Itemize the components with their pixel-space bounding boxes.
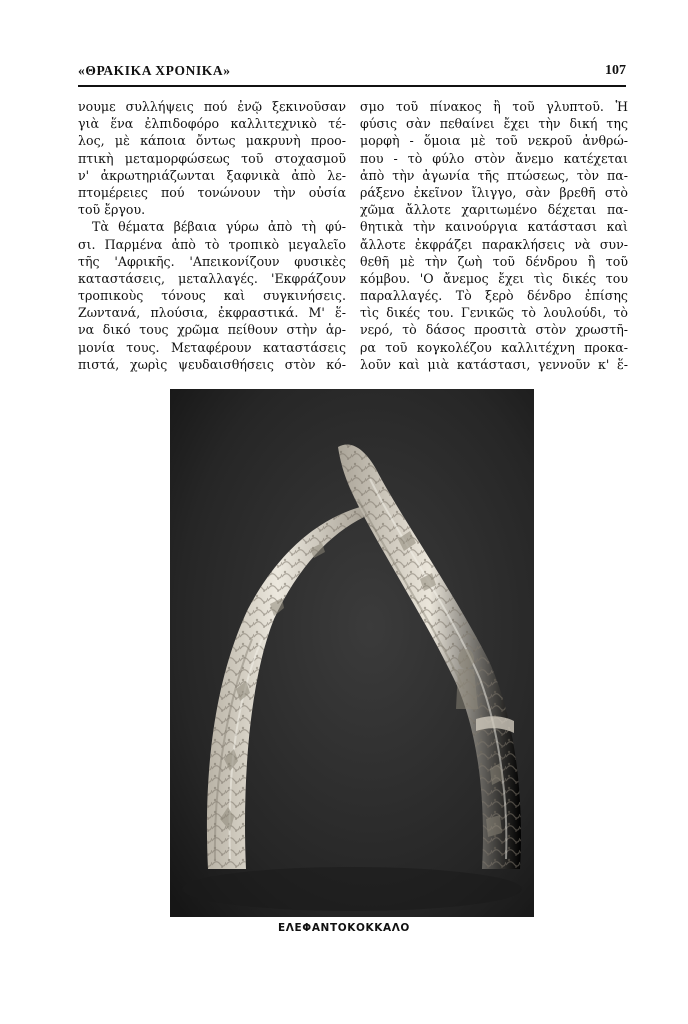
text-line: γιὰ ἕνα ἐλπιδοφόρο καλλιτεχνικὸ τέ-: [78, 116, 346, 132]
text-line: μορφὴ - ὅμοια μὲ τοῦ νεκροῦ ἀνθρώ-: [360, 133, 628, 149]
text-line: ν' ἀκρωτηριάζωνται ξαφνικὰ ἀπὸ λε-: [78, 167, 346, 183]
ivory-tusks-photo: [170, 389, 534, 917]
text-line: φύσις σὰν πεθαίνει ἔχει τὴν δική της: [360, 116, 628, 132]
text-line: τοῦ ἔργου.: [78, 202, 146, 218]
text-line: κόμβου. 'Ο ἄνεμος ἔχει τὶς δικές του: [360, 270, 628, 286]
text-line: σμο τοῦ πίνακος ἢ τοῦ γλυπτοῦ. Ἡ: [360, 99, 628, 114]
figure-caption: ΕΛΕΦΑΝΤΟΚΟΚΚΑΛΟ: [278, 922, 410, 934]
text-line: ρα τοῦ κογκολέζου καλλιτέχνη προκα-: [360, 339, 628, 355]
text-line: ἀπὸ τὴν ἀγωνία τῆς πτώσεως, τὸν πα-: [360, 167, 628, 183]
text-line: τῆς 'Αφρικῆς. 'Απεικονίζουν φυσικὲς: [78, 253, 346, 269]
text-line: Τὰ θέματα βέβαια γύρω ἀπὸ τὴ φύ-: [92, 219, 346, 235]
body-text: [78, 98, 626, 378]
text-line: νερό, τὸ δάσος προσιτὰ στὸν χρωστῆ-: [360, 322, 628, 338]
text-line: μονία τους. Μεταφέρουν καταστάσεις: [78, 339, 346, 355]
text-line: λος, μὲ κάποια ὄντως μακρυνὴ προο-: [78, 133, 346, 149]
text-line: θεθῆ μὲ τὴν ζωὴ τοῦ δένδρου ἢ τοῦ: [360, 253, 628, 269]
text-line: ράξενο ἐκεῖνον ἴλιγγο, σὰν βρεθῆ στὸ: [360, 184, 628, 200]
right-column: [360, 98, 628, 373]
text-line: λοῦν καὶ μιὰ κατάστασι, γεννοῦν κ' ἕ-: [360, 356, 628, 372]
left-column: [78, 98, 346, 373]
text-line: χῶμα ἄλλοτε χαριτωμένο δέχεται πα-: [360, 202, 628, 218]
text-line: σι. Παρμένα ἀπὸ τὸ τροπικὸ μεγαλεῖο: [78, 236, 346, 252]
text-line: ἄλλοτε ἐκφράζει παρακλήσεις νὰ συν-: [360, 236, 628, 252]
running-header: [78, 63, 626, 85]
text-line: παραλλαγές. Τὸ ξερὸ δένδρο ἐπίσης: [360, 288, 628, 304]
text-line: τροπικοὺς τόνους καὶ συγκινήσεις.: [78, 288, 346, 304]
text-line: να δικό τους χρῶμα πείθουν στὴν ἁρ-: [78, 322, 346, 338]
text-line: που - τὸ φύλο στὸν ἄνεμο κατέχεται: [360, 150, 628, 166]
text-line: νουμε συλλήψεις πού ἐνῷ ξεκινοῦσαν: [78, 99, 346, 114]
text-line: τὶς δικές του. Γενικῶς τὸ λουλούδι, τὸ: [360, 305, 628, 321]
header-rule: [78, 85, 626, 87]
text-line: θητικὰ τὴν καινούργια κατάστασι καὶ: [360, 219, 628, 235]
ivory-tusks-illustration: [170, 389, 534, 917]
text-line: Ζωντανά, πλούσια, ἐκφραστικά. Μ' ἕ-: [78, 305, 346, 321]
text-line: καταστάσεις, μεταλλαγές. 'Εκφράζουν: [78, 270, 346, 286]
text-line: πτικὴ μεταμορφώσεως τοῦ στοχασμοῦ: [78, 150, 346, 166]
running-title: «ΘΡΑΚΙΚΑ ΧΡΟΝΙΚΑ»: [78, 63, 231, 78]
text-line: πιστά, χωρὶς ψευδαισθήσεις στὸν κό-: [78, 356, 346, 372]
text-line: πτομέρειες πού τονώνουν τὴν οὐσία: [78, 184, 346, 200]
page-number: 107: [605, 63, 626, 78]
